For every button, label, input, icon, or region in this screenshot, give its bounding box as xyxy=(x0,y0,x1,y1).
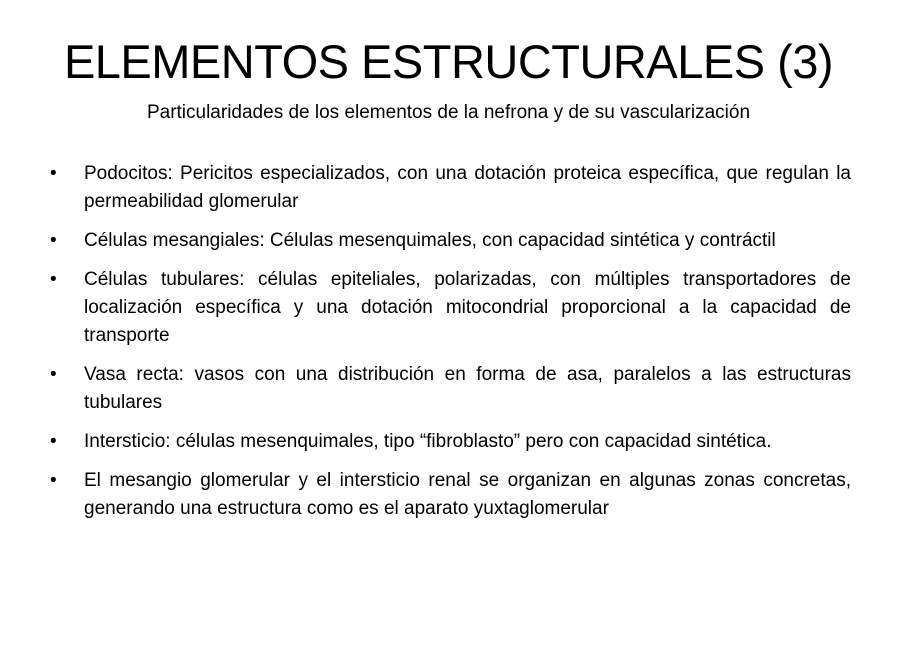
list-item xyxy=(48,160,851,216)
list-item xyxy=(48,227,851,255)
bullet-icon: • xyxy=(50,470,57,491)
bullet-list xyxy=(48,160,851,534)
bullet-icon: • xyxy=(50,364,57,385)
bullet-text-mesangio-glomerular: El mesangio glomerular y el intersticio renal se organizan en algunas zonas concretas, generando una estructura como es el aparato yuxtaglomerular xyxy=(84,470,851,519)
list-item xyxy=(48,467,851,523)
bullet-icon: • xyxy=(50,431,57,452)
slide-subtitle: Particularidades de los elementos de la nefrona y de su vascularización xyxy=(146,102,751,123)
bullet-text-celulas-mesangiales: Células mesangiales: Células mesenquimales, con capacidad sintética y contráctil xyxy=(84,230,776,251)
list-item xyxy=(48,428,851,456)
list-item xyxy=(48,266,851,350)
bullet-icon: • xyxy=(50,230,57,251)
bullet-text-intersticio: Intersticio: células mesenquimales, tipo “fibroblasto” pero con capacidad sintética. xyxy=(84,431,772,452)
bullet-text-podocitos: Podocitos: Pericitos especializados, con una dotación proteica específica, que regulan la permeabilidad glomerular xyxy=(84,163,851,212)
bullet-icon: • xyxy=(50,163,57,184)
bullet-text-celulas-tubulares: Células tubulares: células epiteliales, polarizadas, con múltiples transportadores de localización específica y una dotación mitocondrial proporcional a la capacidad de transporte xyxy=(84,269,851,346)
bullet-icon: • xyxy=(50,269,57,290)
list-item xyxy=(48,361,851,417)
bullet-text-vasa-recta: Vasa recta: vasos con una distribución en forma de asa, paralelos a las estructuras tubulares xyxy=(84,364,851,413)
slide-title: ELEMENTOS ESTRUCTURALES (3) xyxy=(63,35,834,88)
